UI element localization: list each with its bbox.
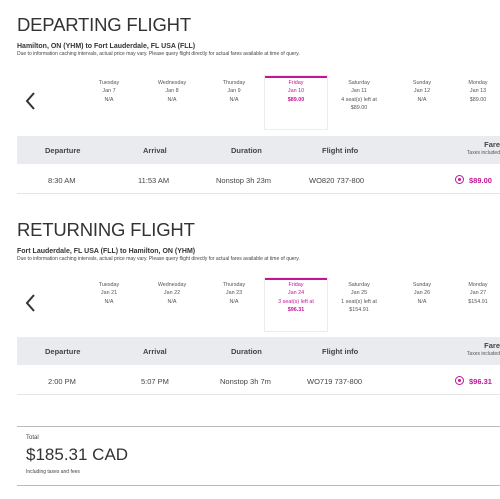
day-price: $154.91 (468, 298, 488, 305)
returning-table-header (17, 337, 500, 365)
day-weekday: Saturday (348, 282, 370, 288)
fare-price: $96.31 (469, 377, 492, 386)
day-weekday: Sunday (412, 282, 432, 288)
day-date: Jan 26 (413, 290, 431, 297)
day-price: N/A (417, 298, 427, 305)
returning-title: RETURNING FLIGHT (17, 219, 195, 240)
date-option-wednesday[interactable] (141, 76, 203, 129)
day-date: Jan 12 (413, 88, 431, 95)
header-flight-info: Flight info (322, 146, 359, 155)
day-weekday: Monday (468, 80, 488, 86)
header-arrival: Arrival (143, 347, 167, 356)
day-date: Jan 8 (165, 88, 179, 95)
departure-time: 2:00 PM (48, 377, 76, 386)
day-price: $89.00 (350, 105, 368, 112)
departing-section (17, 14, 500, 194)
day-price: N/A (167, 298, 177, 305)
date-option-tuesday[interactable] (78, 278, 140, 331)
flight-info: WO820 737-800 (309, 176, 365, 185)
header-arrival: Arrival (143, 146, 167, 155)
day-weekday: Friday (288, 282, 304, 288)
day-weekday: Wednesday (157, 80, 187, 86)
day-weekday: Saturday (348, 80, 370, 86)
departing-title: DEPARTING FLIGHT (17, 14, 191, 35)
day-date: Jan 11 (351, 88, 367, 95)
header-departure: Departure (45, 347, 81, 356)
day-weekday: Thursday (222, 80, 246, 86)
header-duration: Duration (231, 146, 262, 155)
departing-date-selector (17, 76, 500, 129)
arrival-time: 5:07 PM (141, 377, 169, 386)
date-option-friday-selected[interactable] (265, 76, 327, 129)
day-date: Jan 22 (163, 290, 181, 297)
total-amount: $185.31 CAD (26, 445, 129, 464)
chevron-left-icon (22, 89, 40, 113)
departing-note: Due to information caching intervals, actual price may vary. Please query flight directly for actual fares available at time of query. (17, 51, 300, 57)
day-price: N/A (417, 96, 427, 103)
date-option-wednesday[interactable] (141, 278, 203, 331)
date-option-saturday[interactable] (328, 278, 390, 331)
departure-time: 8:30 AM (48, 176, 76, 185)
date-option-monday[interactable] (447, 76, 500, 129)
day-date: Jan 24 (287, 290, 305, 297)
header-fare-sub: Taxes included (466, 351, 500, 357)
total-sub: Including taxes and fees (26, 469, 80, 475)
day-date: Jan 10 (287, 88, 305, 95)
flight-duration: Nonstop 3h 7m (220, 377, 271, 386)
day-date: Jan 9 (227, 88, 241, 95)
arrival-time: 11:53 AM (138, 176, 170, 185)
returning-date-selector (17, 278, 500, 331)
returning-note: Due to information caching intervals, actual price may vary. Please query flight directly for actual fares available at time of query. (17, 256, 300, 262)
day-date: Jan 25 (350, 290, 368, 297)
day-date: Jan 13 (469, 88, 487, 95)
total-summary (17, 426, 500, 486)
flight-info: WO719 737-800 (307, 377, 363, 386)
day-date: Jan 23 (225, 290, 243, 297)
day-weekday: Tuesday (98, 80, 120, 86)
header-duration: Duration (231, 347, 262, 356)
day-weekday: Wednesday (157, 282, 187, 288)
departing-route: Hamilton, ON (YHM) to Fort Lauderdale, FL USA (FLL) (17, 43, 196, 50)
returning-route: Fort Lauderdale, FL USA (FLL) to Hamilton, ON (YHM) (17, 248, 196, 255)
date-option-tuesday[interactable] (78, 76, 140, 129)
day-date: Jan 7 (102, 88, 116, 95)
date-option-friday-selected[interactable] (265, 278, 327, 331)
day-seats-left: 4 seat(s) left at (341, 96, 377, 103)
fare-radio-selected[interactable] (455, 175, 464, 184)
date-option-sunday[interactable] (391, 76, 453, 129)
day-price: N/A (229, 298, 239, 305)
date-option-monday[interactable] (447, 278, 500, 331)
header-departure: Departure (45, 146, 81, 155)
day-price: N/A (104, 96, 114, 103)
returning-flight-row[interactable] (17, 367, 500, 395)
day-date: Jan 21 (100, 290, 118, 297)
day-weekday: Sunday (412, 80, 432, 86)
departing-table-header (17, 136, 500, 164)
header-fare (447, 141, 500, 157)
header-flight-info: Flight info (322, 347, 359, 356)
day-weekday: Friday (288, 80, 304, 86)
prev-week-button[interactable] (22, 89, 40, 113)
day-weekday: Tuesday (98, 282, 120, 288)
day-price: N/A (229, 96, 239, 103)
day-weekday: Thursday (222, 282, 246, 288)
prev-week-button[interactable] (22, 291, 40, 315)
day-price: $89.00 (469, 96, 487, 103)
chevron-left-icon (22, 291, 40, 315)
day-seats-left: 3 seat(s) left at (278, 298, 314, 305)
fare-radio-selected[interactable] (455, 376, 464, 385)
day-price: N/A (104, 298, 114, 305)
flight-duration: Nonstop 3h 23m (216, 176, 272, 185)
day-price: $89.00 (287, 96, 305, 103)
returning-section (17, 219, 500, 399)
header-fare-label: Fare (484, 341, 500, 350)
header-fare-sub: Taxes included (466, 150, 500, 156)
day-price: N/A (167, 96, 177, 103)
departing-flight-row[interactable] (17, 166, 500, 194)
day-weekday: Monday (468, 282, 488, 288)
header-fare (447, 342, 500, 358)
header-fare-label: Fare (484, 140, 500, 149)
day-seats-left: 1 seat(s) left at (341, 298, 377, 305)
date-option-thursday[interactable] (203, 76, 265, 129)
date-option-saturday[interactable] (328, 76, 390, 129)
date-option-thursday[interactable] (203, 278, 265, 331)
day-price: $154.91 (349, 307, 369, 314)
date-option-sunday[interactable] (391, 278, 453, 331)
fare-price: $89.00 (469, 176, 492, 185)
day-date: Jan 27 (469, 290, 487, 297)
total-label: Total (26, 435, 39, 441)
day-price: $96.31 (287, 307, 305, 314)
